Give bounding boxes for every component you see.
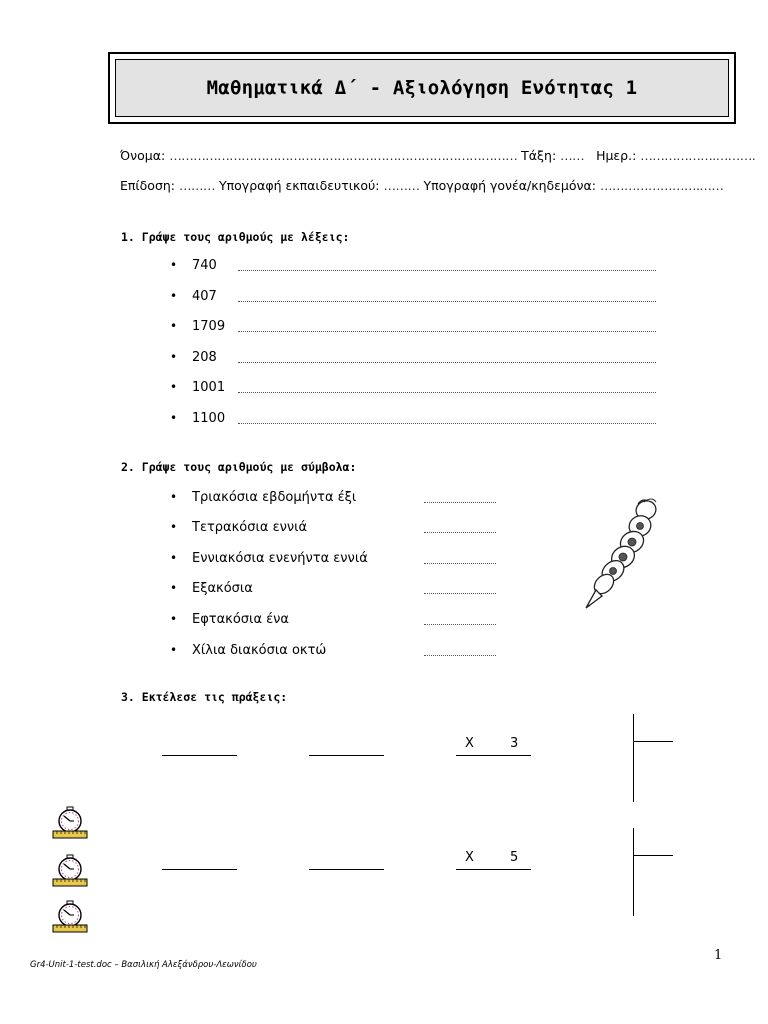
addition-line[interactable] xyxy=(162,869,237,870)
answer-line[interactable] xyxy=(238,270,656,271)
bullet: • xyxy=(170,411,178,425)
answer-line[interactable] xyxy=(424,532,496,533)
subtraction-line[interactable] xyxy=(309,869,384,870)
section2-heading: 2. Γράψε τους αριθμούς με σύμβολα: xyxy=(121,460,357,474)
answer-line[interactable] xyxy=(238,392,656,393)
title-box xyxy=(108,52,736,124)
pencil-caterpillar-icon xyxy=(580,496,675,614)
bullet: • xyxy=(170,581,178,595)
division-bracket-horizontal[interactable] xyxy=(633,855,673,856)
parent-signature-dots: …………………….…… xyxy=(599,178,724,193)
answer-line[interactable] xyxy=(424,624,496,625)
bullet: • xyxy=(170,350,178,364)
number-item: 407 xyxy=(192,289,217,304)
multiplier: 3 xyxy=(510,736,519,751)
number-item: 1001 xyxy=(192,380,226,395)
page-number: 1 xyxy=(714,948,723,963)
footer-filename: Gr4-Unit-1-test.doc – Βασιλική Αλεξάνδρου-Λεωνίδου xyxy=(30,960,257,970)
division-bracket-vertical xyxy=(633,714,634,802)
bullet: • xyxy=(170,520,178,534)
word-number: Τετρακόσια εννιά xyxy=(192,520,308,535)
teacher-signature-dots: ……… xyxy=(383,178,420,193)
parent-signature-label: Υπογραφή γονέα/κηδεμόνα: xyxy=(423,178,596,193)
multiplication-line[interactable] xyxy=(456,755,531,756)
answer-line[interactable] xyxy=(424,593,496,594)
word-number: Εφτακόσια ένα xyxy=(192,612,289,627)
number-item: 1100 xyxy=(192,411,226,426)
date-dots: ……………….………. xyxy=(640,148,756,163)
bullet: • xyxy=(170,612,178,626)
word-number: Τριακόσια εβδομήντα έξι xyxy=(192,490,357,505)
answer-line[interactable] xyxy=(238,331,656,332)
teacher-signature-label: Υπογραφή εκπαιδευτικού: xyxy=(218,178,380,193)
bullet: • xyxy=(170,643,178,657)
date-label: Ημερ.: xyxy=(596,148,637,163)
bullet: • xyxy=(170,319,178,333)
timer-icon xyxy=(52,806,88,840)
class-label: Τάξη: xyxy=(521,148,557,163)
class-dots: …… xyxy=(560,148,585,163)
division-bracket-horizontal[interactable] xyxy=(633,741,673,742)
timer-icon xyxy=(52,900,88,934)
performance-dots: ……… xyxy=(179,178,215,193)
multiplication-line[interactable] xyxy=(456,869,531,870)
word-number: Εννιακόσια ενενήντα εννιά xyxy=(192,551,368,566)
multiplier: 5 xyxy=(510,850,519,865)
word-number: Εξακόσια xyxy=(192,581,253,596)
number-item: 1709 xyxy=(192,319,226,334)
division-bracket-vertical xyxy=(633,828,634,916)
multiply-sign: Χ xyxy=(465,850,474,865)
answer-line[interactable] xyxy=(424,655,496,656)
addition-line[interactable] xyxy=(162,755,237,756)
section3-heading: 3. Εκτέλεσε τις πράξεις: xyxy=(121,690,288,704)
name-label: Όνομα: xyxy=(120,148,166,163)
answer-line[interactable] xyxy=(238,301,656,302)
info-line-2 xyxy=(120,178,723,193)
subtraction-line[interactable] xyxy=(309,755,384,756)
number-item: 208 xyxy=(192,350,217,365)
multiply-sign: Χ xyxy=(465,736,474,751)
answer-line[interactable] xyxy=(238,423,656,424)
answer-line[interactable] xyxy=(238,362,656,363)
answer-line[interactable] xyxy=(424,563,496,564)
info-line-1 xyxy=(120,148,755,163)
bullet: • xyxy=(170,380,178,394)
number-item: 740 xyxy=(192,258,217,273)
bullet: • xyxy=(170,551,178,565)
bullet: • xyxy=(170,289,178,303)
title-panel xyxy=(115,59,729,117)
bullet: • xyxy=(170,490,178,504)
performance-label: Επίδοση: xyxy=(120,178,176,193)
name-dots: …………………………………………………………………………… xyxy=(169,148,518,163)
answer-line[interactable] xyxy=(424,502,496,503)
bullet: • xyxy=(170,258,178,272)
timer-icon xyxy=(52,854,88,888)
word-number: Χίλια διακόσια οκτώ xyxy=(192,643,327,658)
page-title: Μαθηματικά Δ΄ - Αξιολόγηση Ενότητας 1 xyxy=(206,77,638,99)
section1-heading: 1. Γράψε τους αριθμούς με λέξεις: xyxy=(121,230,350,244)
